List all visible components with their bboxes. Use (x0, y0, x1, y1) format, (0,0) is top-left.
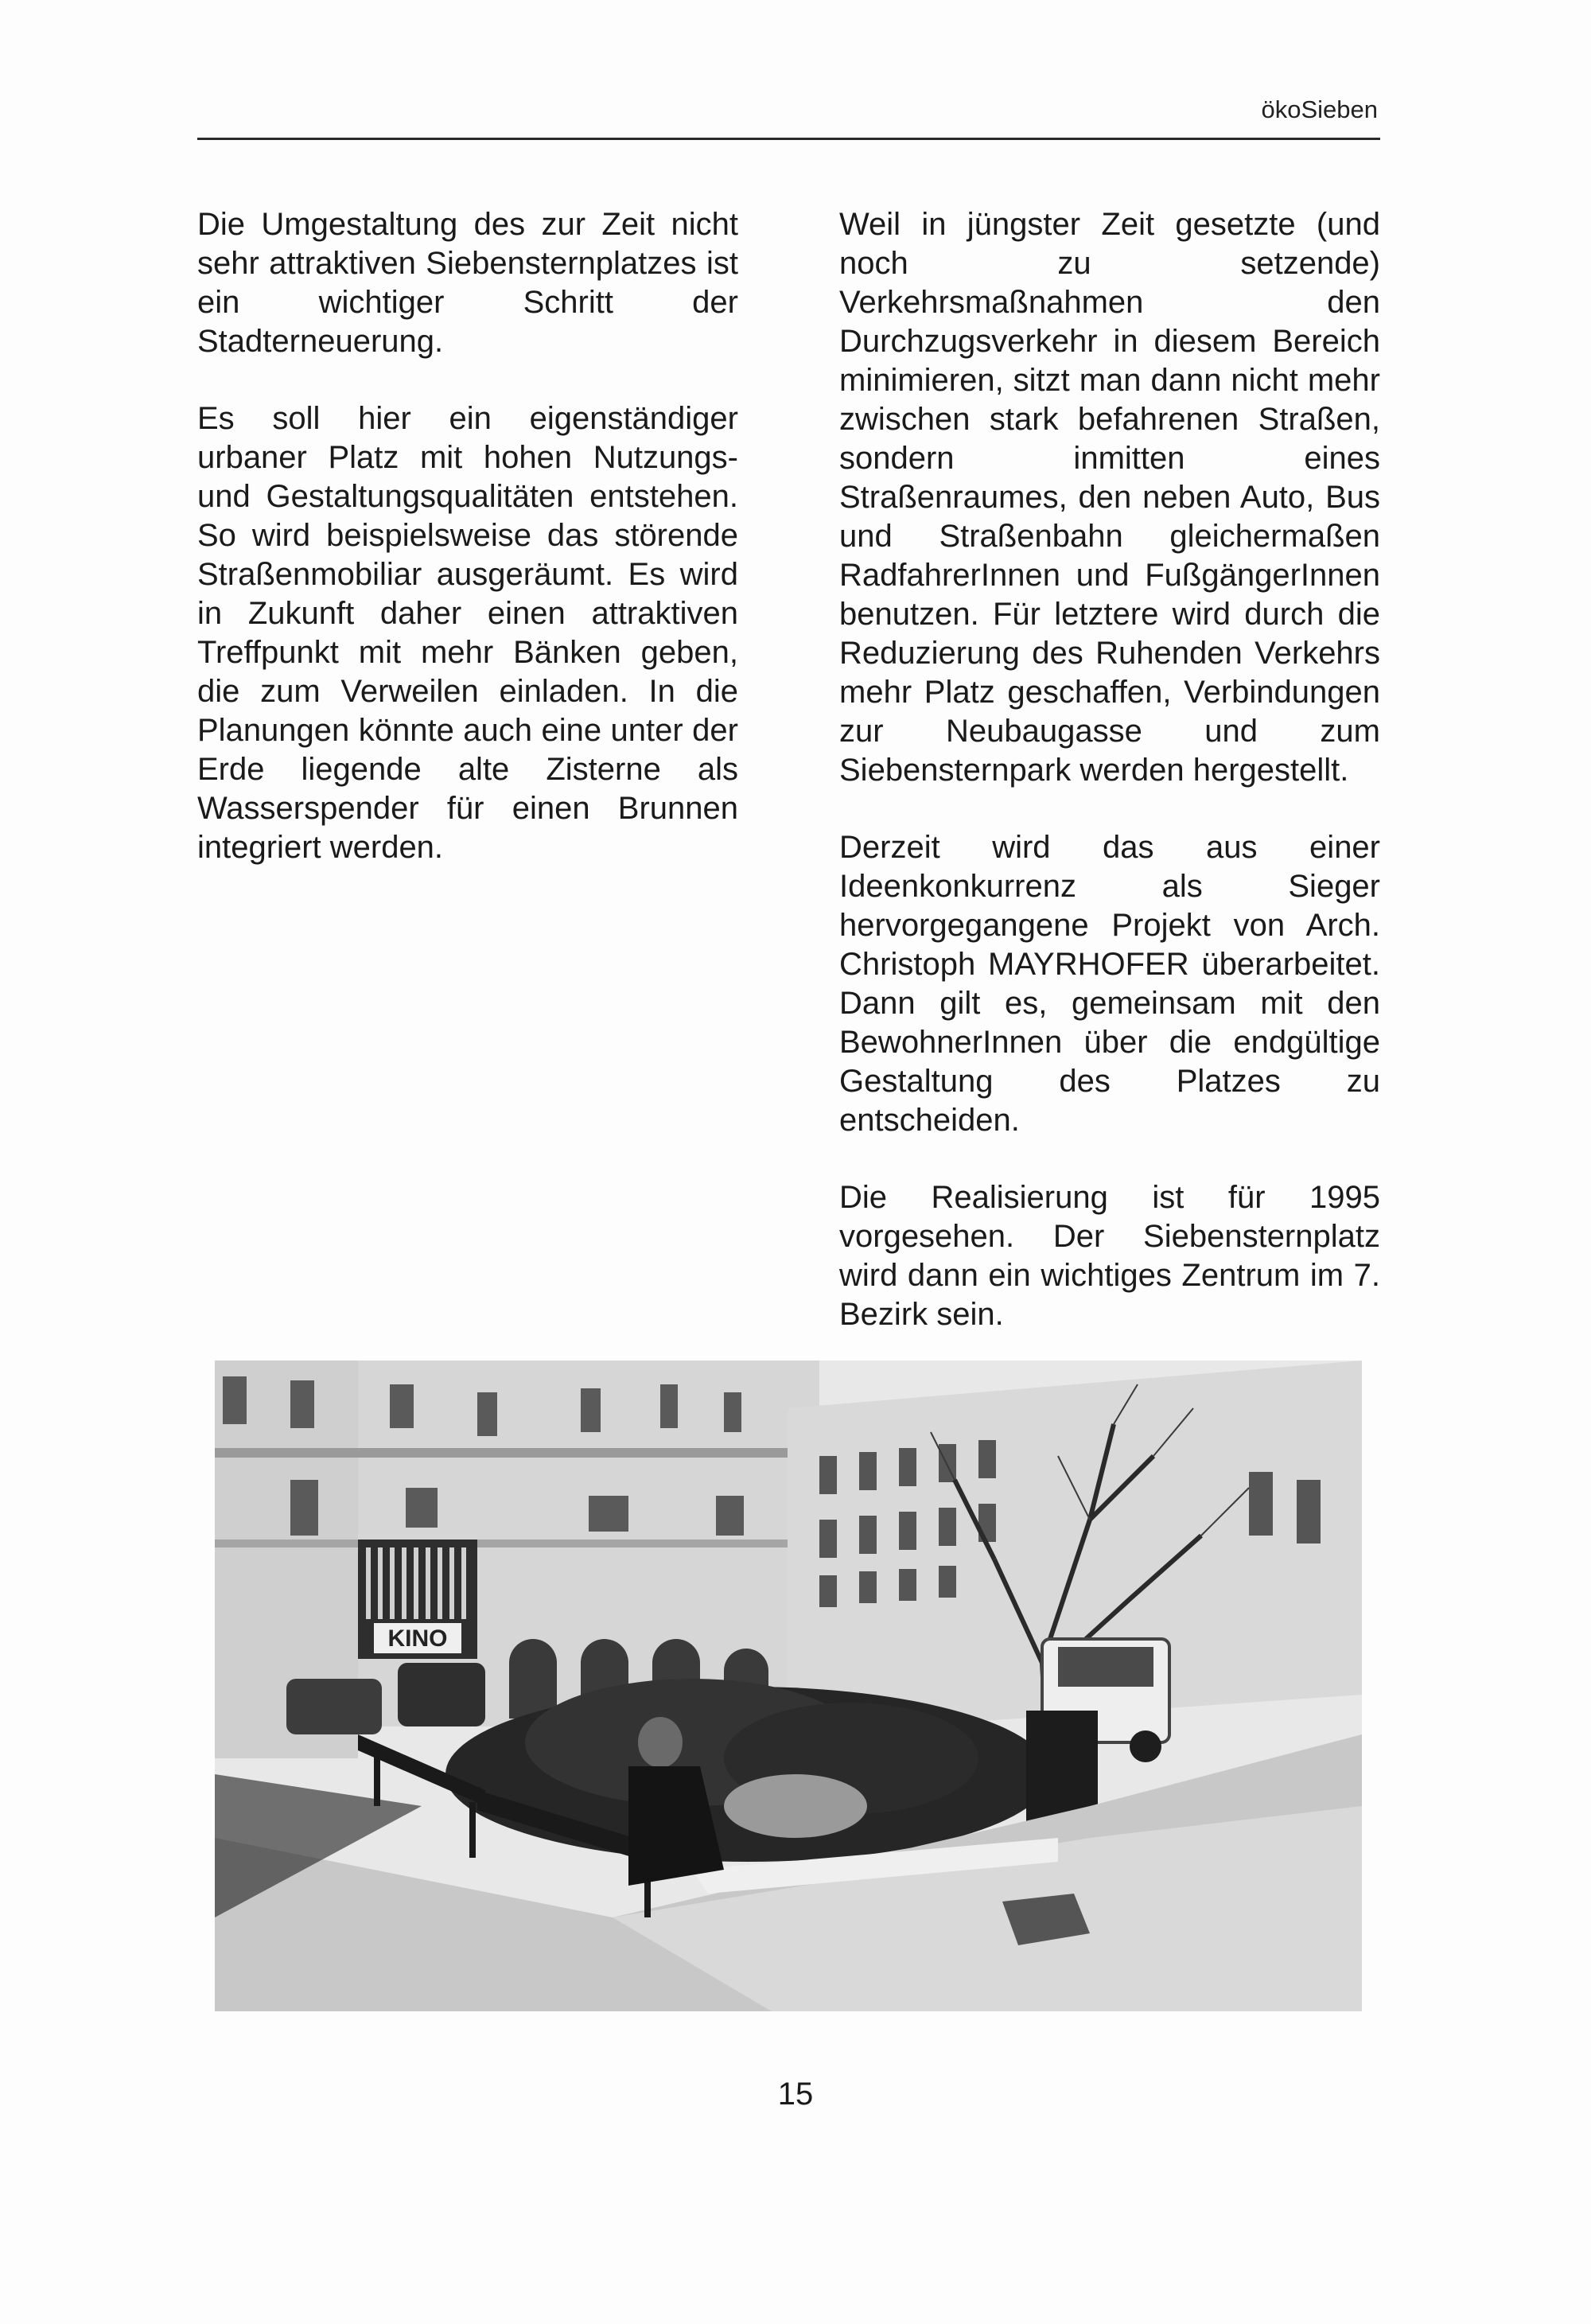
paragraph: Die Umgestaltung des zur Zeit nicht sehr attraktiven Siebensternplatzes ist ein wichtiger Schritt der Stadterneuerung. (197, 207, 738, 359)
siebensternplatz-photo (215, 1361, 1362, 2011)
paragraph: Die Realisierung ist für 1995 vorgesehen. Der Siebensternplatz wird dann ein wichtiges Zentrum im 7. Bezirk sein. (839, 1180, 1380, 1332)
paragraph: Es soll hier ein eigenständiger urbaner Platz mit hohen Nutzungs- und Gestaltungsqualitäten entstehen. So wird beispielsweise das störende Straßenmobiliar ausgeräumt. Es wird in Zukunft daher einen attraktiven Treffpunkt mit mehr Bänken geben, die zum Verweilen einladen. In die Planungen könnte auch eine unter der Erde liegende alte Zisterne als Wasserspender für einen Brunnen integriert werden. (197, 401, 738, 865)
paragraph: Weil in jüngster Zeit gesetzte (und noch zu setzende) Verkehrsmaßnahmen den Durchzugsverkehr in diesem Bereich minimieren, sitzt man dann nicht mehr zwischen stark befahrenen Straßen, sondern inmitten eines Straßenraumes, den neben Auto, Bus und Straßenbahn gleichermaßen RadfahrerInnen und FußgängerInnen benutzen. Für letztere wird durch die Reduzierung des Ruhenden Verkehrs mehr Platz geschaffen, Verbindungen zur Neubaugasse und zum Siebensternpark werden hergestellt. (839, 207, 1380, 788)
page-number: 15 (777, 2077, 814, 2112)
header-rule (197, 138, 1380, 140)
running-header: ökoSieben (1261, 95, 1378, 123)
paragraph: Derzeit wird das aus einer Ideenkonkurrenz als Sieger hervorgegangene Projekt von Arch. Christoph MAYRHOFER überarbeitet. Dann gilt es, gemeinsam mit den BewohnerInnen über die endgültige Gestaltung des Platzes zu entscheiden. (839, 830, 1380, 1138)
cinema-sign: KINO (387, 1625, 448, 1652)
left-text-column (197, 205, 738, 905)
right-text-column (839, 205, 1380, 1372)
